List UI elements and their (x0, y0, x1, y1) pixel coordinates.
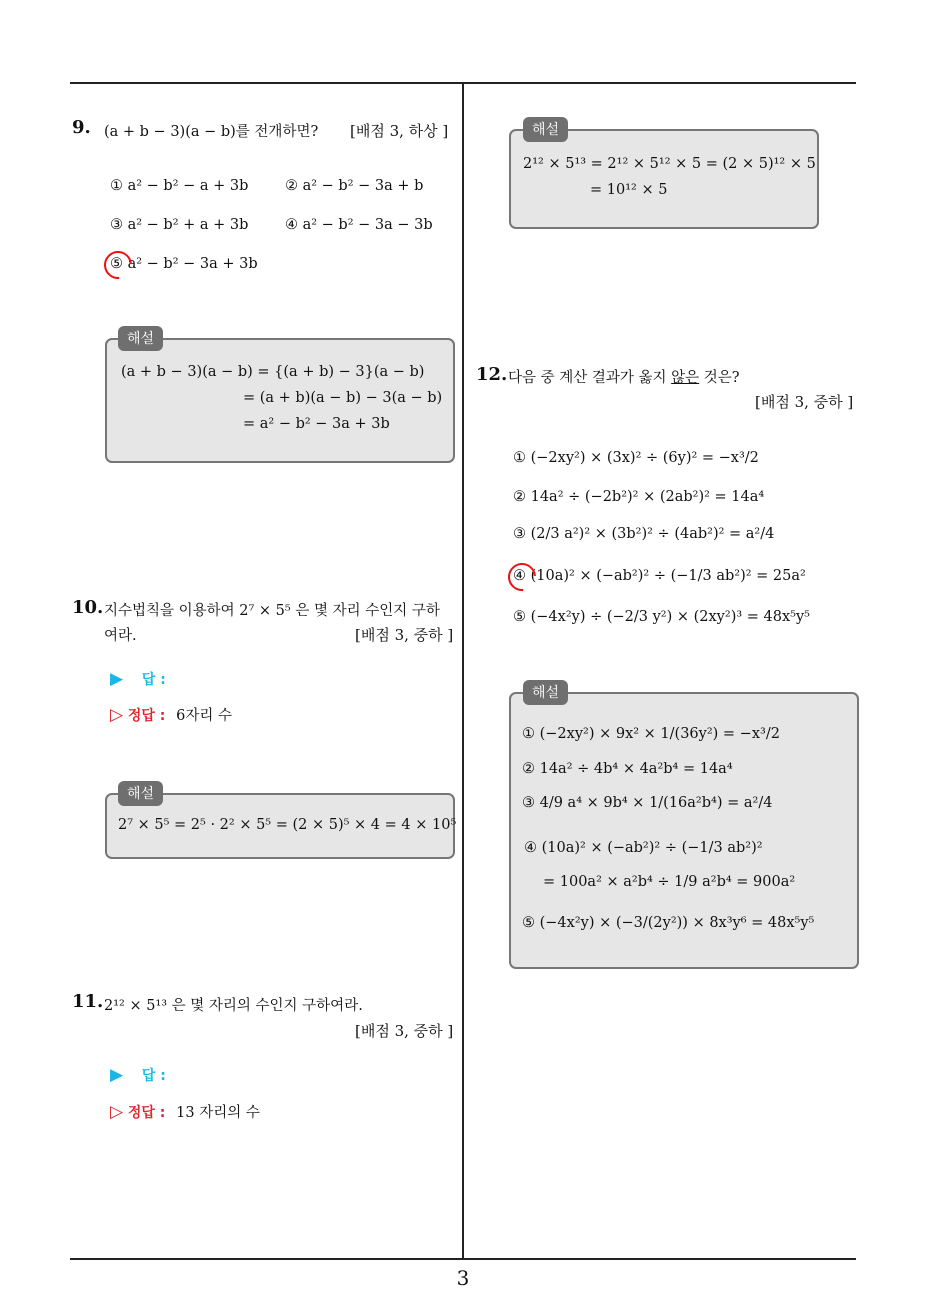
column-divider (462, 84, 464, 1259)
q12-haeseol-line-5: = 100a² × a²b⁴ ÷ 1/9 a²b⁴ = 900a² (543, 874, 796, 890)
q9-option-1[interactable]: ① a² − b² − a + 3b (110, 178, 249, 194)
q12-haeseol-tag: 해설 (523, 680, 568, 705)
q9-question: (a + b − 3)(a − b)를 전개하면? (104, 124, 319, 140)
q11-haeseol-box (509, 129, 819, 229)
q11-haeseol-tag: 해설 (523, 117, 568, 142)
q12-haeseol-line-1: ① (−2xy²) × 9x² × 1/(36y²) = −x³/2 (522, 726, 780, 742)
q9-option-2[interactable]: ② a² − b² − 3a + b (285, 178, 424, 194)
q12-option-2[interactable]: ② 14a² ÷ (−2b²)² × (2ab²)² = 14a⁴ (513, 489, 765, 505)
q10-question-line-1: 지수법칙을 이용하여 2⁷ × 5⁵ 은 몇 자리 수인지 구하 (104, 603, 440, 619)
q12-answer-mark-icon (502, 557, 541, 596)
q12-haeseol-line-3: ③ 4/9 a⁴ × 9b⁴ × 1/(16a²b⁴) = a²/4 (522, 795, 773, 811)
q9-number: 9. (72, 117, 91, 138)
q11-number: 11. (72, 991, 104, 1012)
q10-meta: [배점 3, 중하 ] (355, 626, 454, 644)
q9-haeseol-line-1: (a + b − 3)(a − b) = {(a + b) − 3}(a − b) (121, 364, 425, 380)
q12-question-pre: 다음 중 계산 결과가 옳지 (508, 370, 672, 386)
q11-answer-row[interactable] (110, 1065, 166, 1085)
q9-answer-mark-icon (98, 245, 137, 284)
q12-option-4[interactable]: ④ (10a)² × (−ab²)² ÷ (−1/3 ab²)² = 25a² (513, 568, 806, 584)
q10-haeseol-tag: 해설 (118, 781, 163, 806)
q12-option-1[interactable]: ① (−2xy²) × (3x)² ÷ (6y)² = −x³/2 (513, 450, 759, 466)
q12-meta: [배점 3, 중하 ] (755, 393, 854, 411)
q10-number: 10. (72, 597, 104, 618)
q11-answer-label: 답 : (141, 1068, 166, 1084)
q10-correct-row (110, 704, 232, 725)
q12-question-underline: 않은 (671, 370, 700, 386)
q12-number: 12. (476, 364, 508, 385)
triangle-outline-icon: ▷ (110, 705, 124, 725)
q10-haeseol-line: 2⁷ × 5⁵ = 2⁵ · 2² × 5⁵ = (2 × 5)⁵ × 4 = 4 × 10⁵ (118, 817, 457, 833)
q12-haeseol-line-4: ④ (10a)² × (−ab²)² ÷ (−1/3 ab²)² (524, 840, 763, 856)
q11-correct-value: 13 자리의 수 (176, 1105, 260, 1121)
q10-answer-label: 답 : (141, 672, 166, 688)
q11-correct-row (110, 1101, 260, 1122)
page-number: 3 (456, 1266, 470, 1290)
q9-meta: [배점 3, 하상 ] (350, 122, 449, 140)
q10-answer-row[interactable] (110, 669, 166, 689)
q9-haeseol-tag: 해설 (118, 326, 163, 351)
q9-option-4[interactable]: ④ a² − b² − 3a − 3b (285, 217, 433, 233)
q12-option-5[interactable]: ⑤ (−4x²y) ÷ (−2/3 y²) × (2xy²)³ = 48x⁵y⁵ (513, 609, 810, 625)
triangle-outline-icon: ▷ (110, 1102, 124, 1122)
q12-question-post: 것은? (699, 370, 740, 386)
q12-haeseol-line-6: ⑤ (−4x²y) × (−3/(2y²)) × 8x³y⁶ = 48x⁵y⁵ (522, 915, 815, 931)
q11-correct-label: 정답 : (127, 1105, 166, 1121)
q10-question-line-2: 여라. (104, 628, 137, 644)
play-arrow-icon: ▶ (110, 669, 124, 689)
q10-correct-value: 6자리 수 (176, 708, 233, 724)
q9-option-5[interactable]: ⑤ a² − b² − 3a + 3b (110, 256, 258, 272)
q12-haeseol-line-2: ② 14a² ÷ 4b⁴ × 4a²b⁴ = 14a⁴ (522, 761, 733, 777)
q9-haeseol-line-3: = a² − b² − 3a + 3b (243, 416, 390, 432)
q11-meta: [배점 3, 중하 ] (355, 1022, 454, 1040)
q11-question: 2¹² × 5¹³ 은 몇 자리의 수인지 구하여라. (104, 998, 363, 1014)
q12-option-3[interactable]: ③ (2/3 a²)² × (3b²)² ÷ (4ab²)² = a²/4 (513, 526, 775, 542)
q11-haeseol-line-2: = 10¹² × 5 (590, 182, 668, 198)
q11-haeseol-line-1: 2¹² × 5¹³ = 2¹² × 5¹² × 5 = (2 × 5)¹² × 5 (523, 156, 816, 172)
q9-haeseol-line-2: = (a + b)(a − b) − 3(a − b) (243, 390, 443, 406)
q12-question (508, 366, 740, 387)
play-arrow-icon: ▶ (110, 1065, 124, 1085)
q9-option-3[interactable]: ③ a² − b² + a + 3b (110, 217, 249, 233)
q10-correct-label: 정답 : (127, 708, 166, 724)
